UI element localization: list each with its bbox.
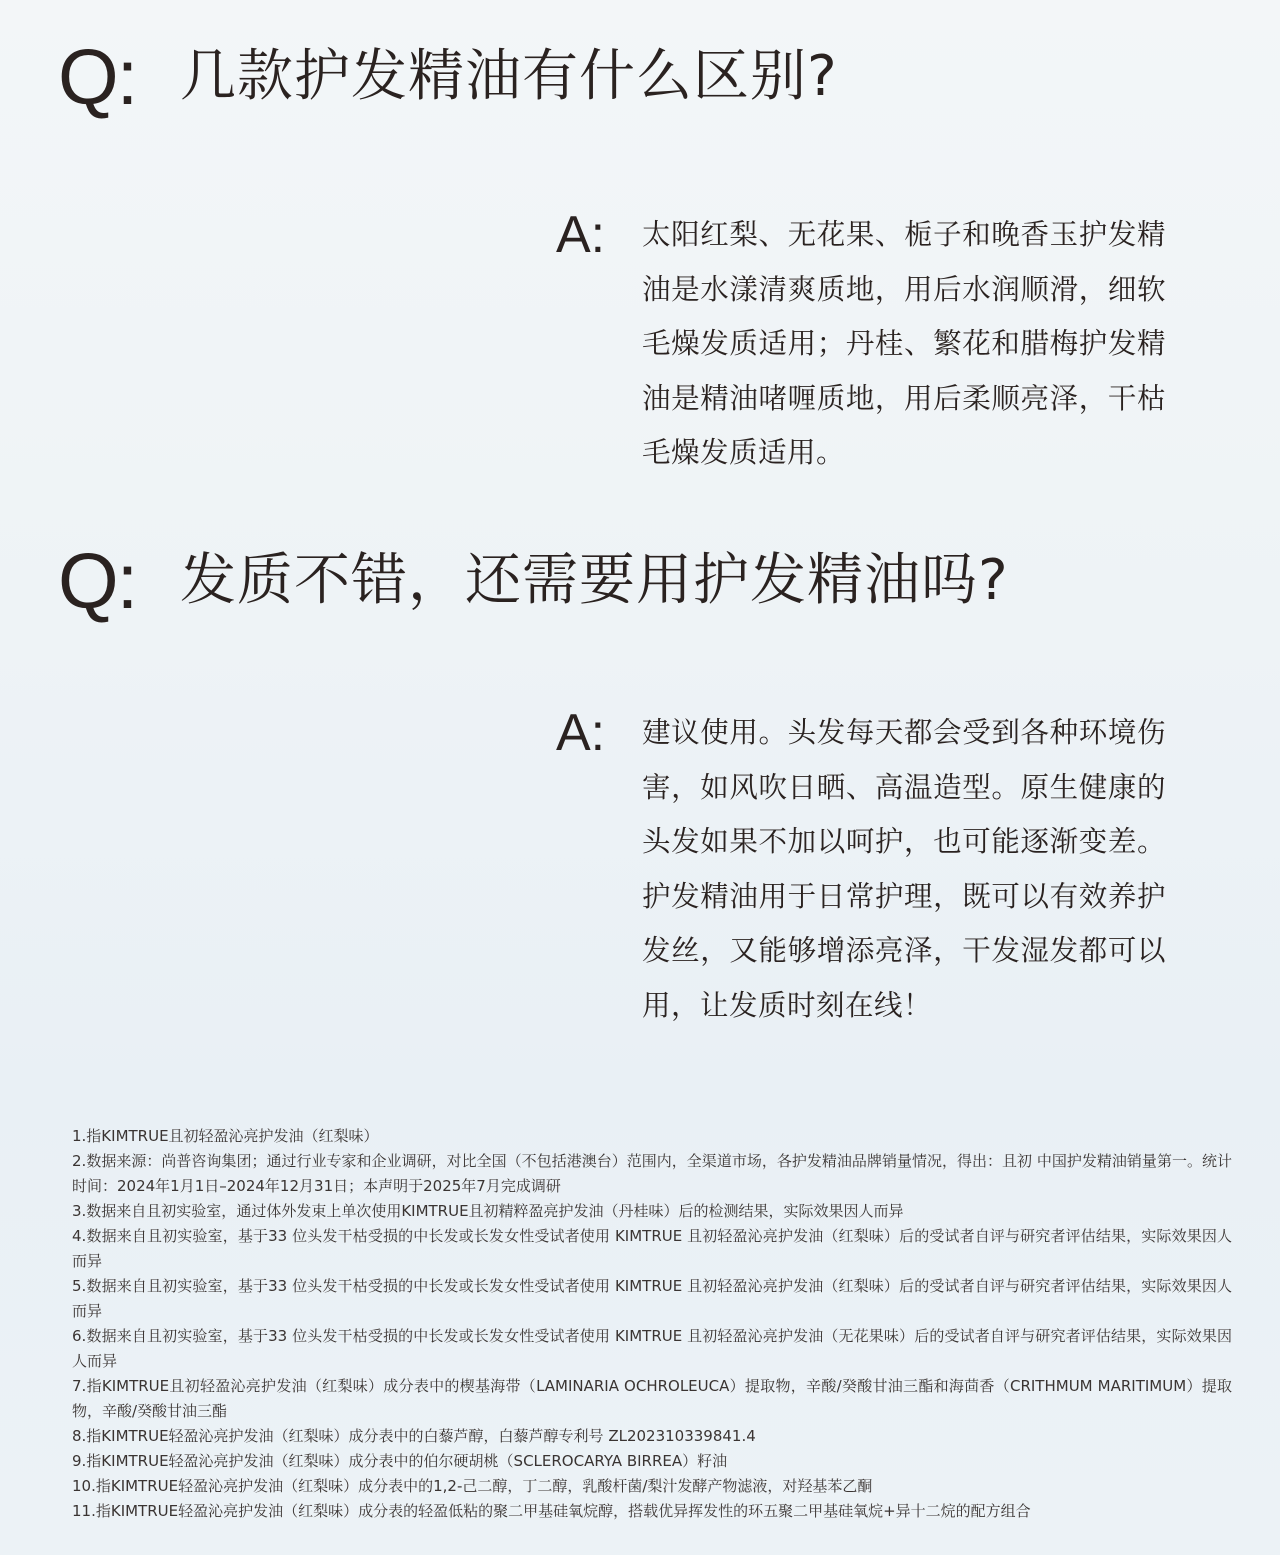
footnote-8: 8.指KIMTRUE轻盈沁亮护发油（红梨味）成分表中的白藜芦醇，白藜芦醇专利号 ZL202310339841.4 xyxy=(72,1427,756,1445)
answer-1 xyxy=(556,208,1166,481)
question-2-text: 发质不错，还需要用护发精油吗? xyxy=(180,548,1009,613)
answer-2-label: A: xyxy=(556,704,606,762)
footnote-5: 5.数据来自且初实验室，基于33 位头发干枯受损的中长发或长发女性受试者使用 KIMTRUE 且初轻盈沁亮护发油（红梨味）后的受试者自评与研究者评估结果，实际效果因人而异 xyxy=(72,1277,1232,1320)
footnote-4: 4.数据来自且初实验室，基于33 位头发干枯受损的中长发或长发女性受试者使用 KIMTRUE 且初轻盈沁亮护发油（红梨味）后的受试者自评与研究者评估结果，实际效果因人而异 xyxy=(72,1227,1232,1270)
question-2-label: Q: xyxy=(58,537,137,625)
answer-2 xyxy=(556,706,1166,1033)
answer-1-label: A: xyxy=(556,206,606,264)
footnote-3: 3.数据来自且初实验室，通过体外发束上单次使用KIMTRUE且初精粹盈亮护发油（丹桂味）后的检测结果，实际效果因人而异 xyxy=(72,1202,904,1220)
footnote-10: 10.指KIMTRUE轻盈沁亮护发油（红梨味）成分表中的1,2-己二醇，丁二醇，乳酸杆菌/梨汁发酵产物滤液，对羟基苯乙酮 xyxy=(72,1477,873,1495)
footnote-1: 1.指KIMTRUE且初轻盈沁亮护发油（红梨味） xyxy=(72,1127,379,1145)
footnotes xyxy=(72,1124,1232,1524)
answer-1-text: 太阳红梨、无花果、栀子和晚香玉护发精油是水漾清爽质地，用后水润顺滑，细软毛燥发质适用；丹桂、繁花和腊梅护发精油是精油啫喱质地，用后柔顺亮泽，干枯毛燥发质适用。 xyxy=(642,218,1166,469)
answer-2-text: 建议使用。头发每天都会受到各种环境伤害，如风吹日晒、高温造型。原生健康的头发如果不加以呵护，也可能逐渐变差。护发精油用于日常护理，既可以有效养护发丝，又能够增添亮泽，干发湿发都可以用，让发质时刻在线！ xyxy=(642,716,1166,1022)
question-1-label: Q: xyxy=(58,33,137,121)
footnote-6: 6.数据来自且初实验室，基于33 位头发干枯受损的中长发或长发女性受试者使用 KIMTRUE 且初轻盈沁亮护发油（无花果味）后的受试者自评与研究者评估结果，实际效果因人而异 xyxy=(72,1327,1232,1370)
footnote-2: 2.数据来源：尚普咨询集团；通过行业专家和企业调研，对比全国（不包括港澳台）范围内，全渠道市场，各护发精油品牌销量情况，得出：且初 中国护发精油销量第一。统计时间：2024年1月1日–2024年12月31日；本声明于2025年7月完成调研 xyxy=(72,1152,1232,1195)
question-1-text: 几款护发精油有什么区别? xyxy=(180,44,838,109)
question-1 xyxy=(58,33,838,121)
footnote-7: 7.指KIMTRUE且初轻盈沁亮护发油（红梨味）成分表中的楔基海带（LAMINARIA OCHROLEUCA）提取物，辛酸/癸酸甘油三酯和海茴香（CRITHMUM MARITIMUM）提取物，辛酸/癸酸甘油三酯 xyxy=(72,1377,1232,1420)
question-2 xyxy=(58,537,1009,625)
footnote-11: 11.指KIMTRUE轻盈沁亮护发油（红梨味）成分表的轻盈低粘的聚二甲基硅氧烷醇，搭载优异挥发性的环五聚二甲基硅氧烷+异十二烷的配方组合 xyxy=(72,1502,1031,1520)
footnote-9: 9.指KIMTRUE轻盈沁亮护发油（红梨味）成分表中的伯尔硬胡桃（SCLEROCARYA BIRREA）籽油 xyxy=(72,1452,728,1470)
